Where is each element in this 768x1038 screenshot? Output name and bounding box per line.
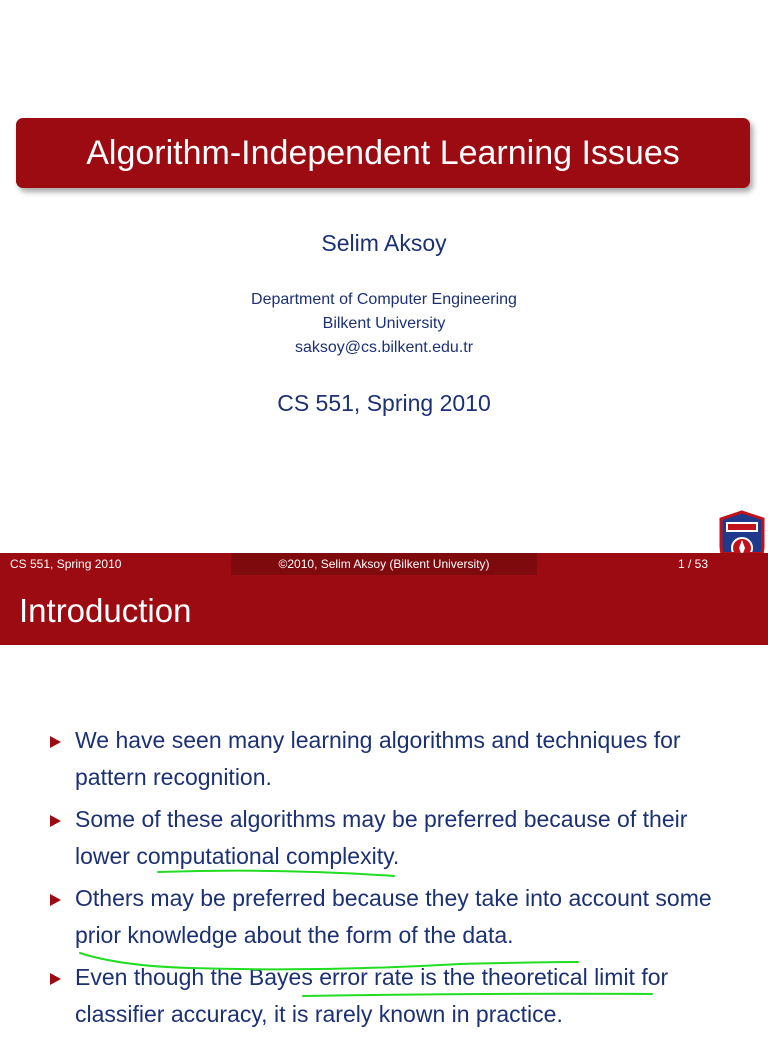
triangle-bullet-icon	[50, 736, 61, 748]
bullet-item	[0, 959, 768, 1033]
bullet-text: Others may be preferred because they take into account some prior knowledge about the form of the data.	[75, 885, 712, 948]
bullet-item	[0, 880, 768, 954]
bullet-text: Even though the Bayes error rate is the theoretical limit for classifier accuracy, it is rarely known in practice.	[75, 964, 669, 1027]
bullet-list	[0, 722, 768, 1038]
affiliation-university: Bilkent University	[322, 315, 446, 332]
affiliation-department: Department of Computer Engineering	[251, 291, 517, 308]
slide-footer	[0, 553, 768, 575]
bullet-item	[0, 801, 768, 875]
triangle-bullet-icon	[50, 894, 61, 906]
course-info: CS 551, Spring 2010	[277, 390, 491, 416]
slide2-title: Introduction	[19, 592, 192, 629]
slide2-header	[0, 575, 768, 645]
footer-copyright: ©2010, Selim Aksoy (Bilkent University)	[231, 553, 537, 575]
triangle-bullet-icon	[50, 973, 61, 985]
bullet-text: Some of these algorithms may be preferred because of their lower computational complexity.	[75, 806, 688, 869]
footer-course: CS 551, Spring 2010	[10, 557, 122, 571]
bullet-item	[0, 722, 768, 796]
author-email: saksoy@cs.bilkent.edu.tr	[294, 339, 474, 356]
bullet-text: We have seen many learning algorithms and techniques for pattern recognition.	[75, 727, 681, 790]
triangle-bullet-icon	[50, 815, 61, 827]
slide-title-box	[16, 118, 750, 188]
slide-title: Algorithm-Independent Learning Issues	[86, 133, 680, 172]
footer-page-number: 1 / 53	[677, 557, 708, 571]
author-name: Selim Aksoy	[321, 230, 447, 256]
